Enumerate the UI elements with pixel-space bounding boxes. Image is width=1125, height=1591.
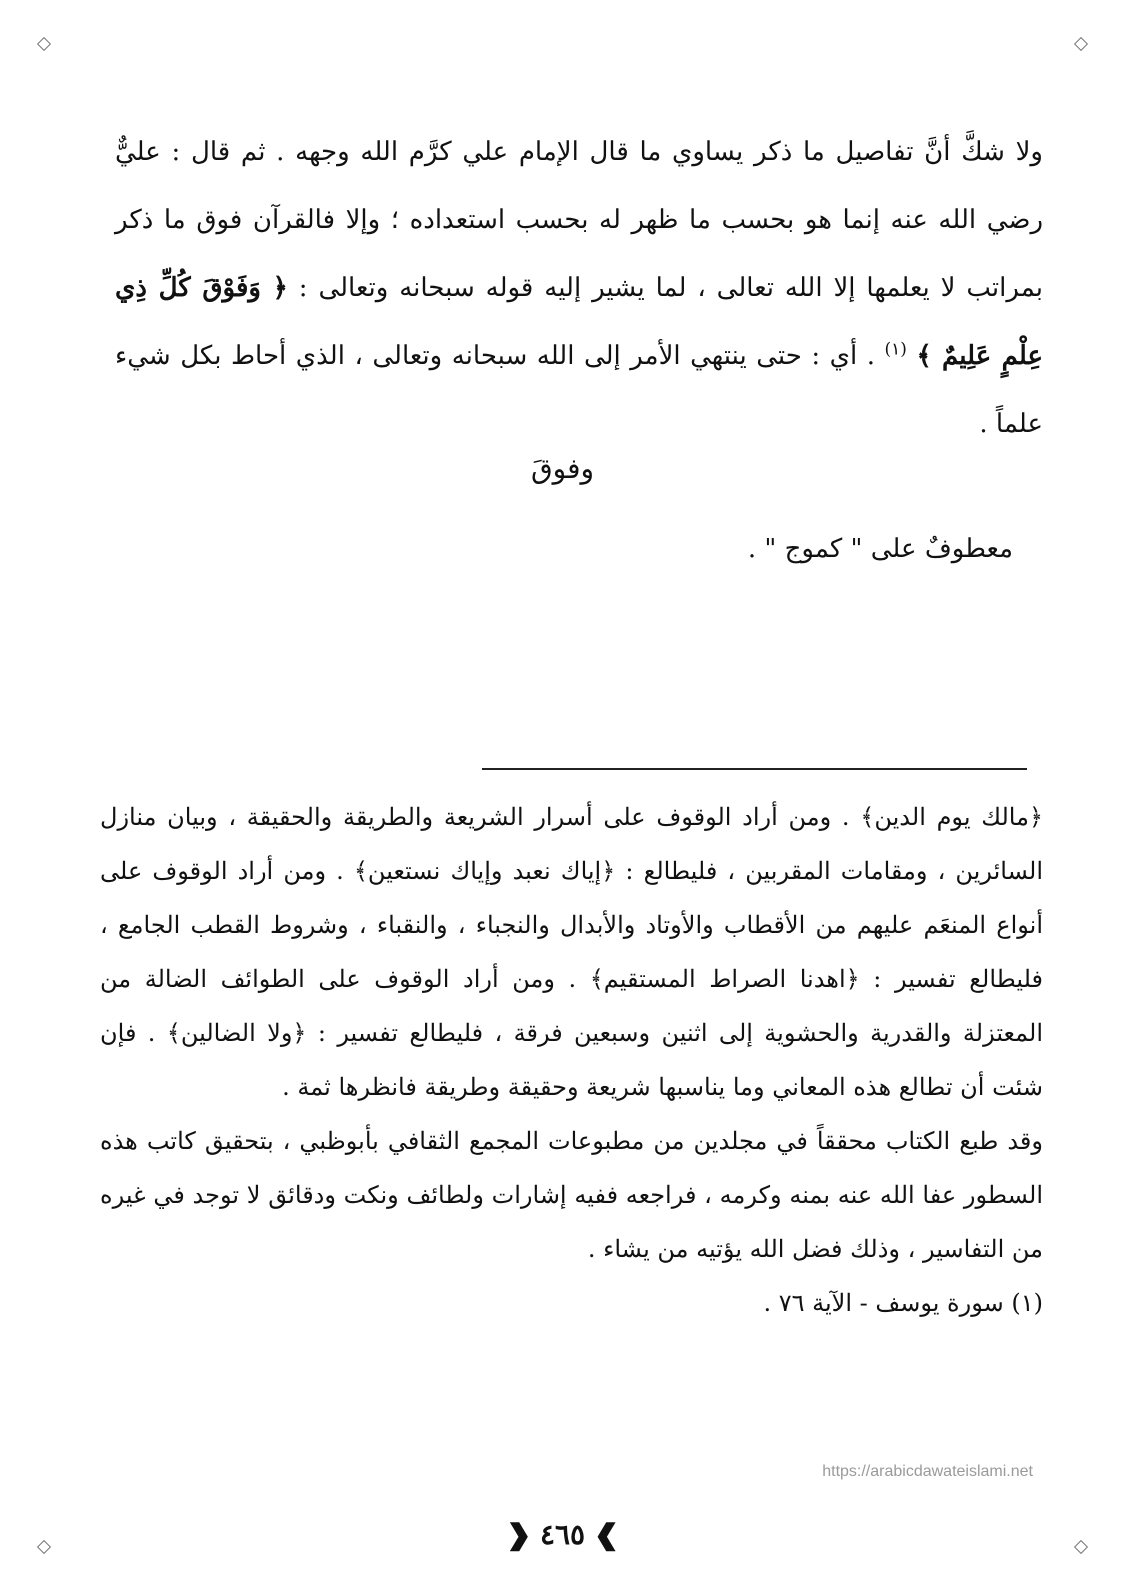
footnotes-block	[100, 790, 1043, 1330]
footnote-continuation: ﴿مالك يوم الدين﴾ . ومن أراد الوقوف على أسرار الشريعة والطريقة والحقيقة ، وبيان منازل السائرين ، ومقامات المقربين ، فليطالع : ﴿إياك نعبد وإياك نستعين﴾ . ومن أراد الوقوف على أنواع المنعَم عليهم من الأقطاب والأوتاد والأبدال والنجباء ، والنقباء ، وشروط القطب الجامع ، فليطالع تفسير : ﴿اهدنا الصراط المستقيم﴾ . ومن أراد الوقوف على الطوائف الضالة من المعتزلة والقدرية والحشوية إلى اثنين وسبعين فرقة ، فليطالع تفسير : ﴿ولا الضالين﴾ . فإن شئت أن تطالع هذه المعاني وما يناسبها شريعة وحقيقة وطريقة فانظرها ثمة .	[100, 803, 1044, 1101]
page-number	[0, 1518, 1125, 1551]
footnote-divider	[482, 768, 1027, 770]
watermark-url: https://arabicdawateislami.net	[822, 1463, 1033, 1480]
corner-ornament-icon	[1073, 36, 1089, 52]
footnote-1: (١) سورة يوسف - الآية ٧٦ .	[763, 1289, 1043, 1317]
page-number-right-ornament-icon: ❰	[504, 1518, 533, 1551]
footnote-reference: (١)	[884, 339, 907, 360]
corner-ornament-icon	[36, 36, 52, 52]
body-paragraph	[115, 118, 1043, 458]
main-body-text	[115, 118, 1043, 458]
page-number-value: ٤٦٥	[539, 1518, 586, 1551]
quran-quote: ﴿ وَفَوْقَ كُلِّ ذِي عِلْمٍ عَلِيمٌ ﴾	[115, 273, 1044, 371]
paragraph-text: ولا شكَّ أنَّ تفاصيل ما ذكر يساوي ما قال الإمام علي كرَّم الله وجهه . ثم قال : عليٌّ رضي الله عنه إنما هو بحسب ما ظهر له بحسب استعداده ؛ وإلا فالقرآن فوق ما ذكر بمراتب لا يعلمها إلا الله تعالى ، لما يشير إليه قوله سبحانه وتعالى :	[115, 137, 1043, 303]
paragraph-text-continued: . أي : حتى ينتهي الأمر إلى الله سبحانه وتعالى ، الذي أحاط بكل شيء علماً .	[115, 341, 1043, 439]
grammar-note: معطوفٌ على " كموج " .	[747, 534, 1013, 564]
section-heading: وفوقَ	[530, 452, 595, 485]
page-number-left-ornament-icon: ❱	[592, 1518, 621, 1551]
footnote-publication: وقد طبع الكتاب محققاً في مجلدين من مطبوعات المجمع الثقافي بأبوظبي ، بتحقيق كاتب هذه السطور عفا الله عنه بمنه وكرمه ، فراجعه ففيه إشارات ولطائف ونكت ودقائق لا توجد في غيره من التفاسير ، وذلك فضل الله يؤتيه من يشاء .	[100, 1127, 1043, 1263]
